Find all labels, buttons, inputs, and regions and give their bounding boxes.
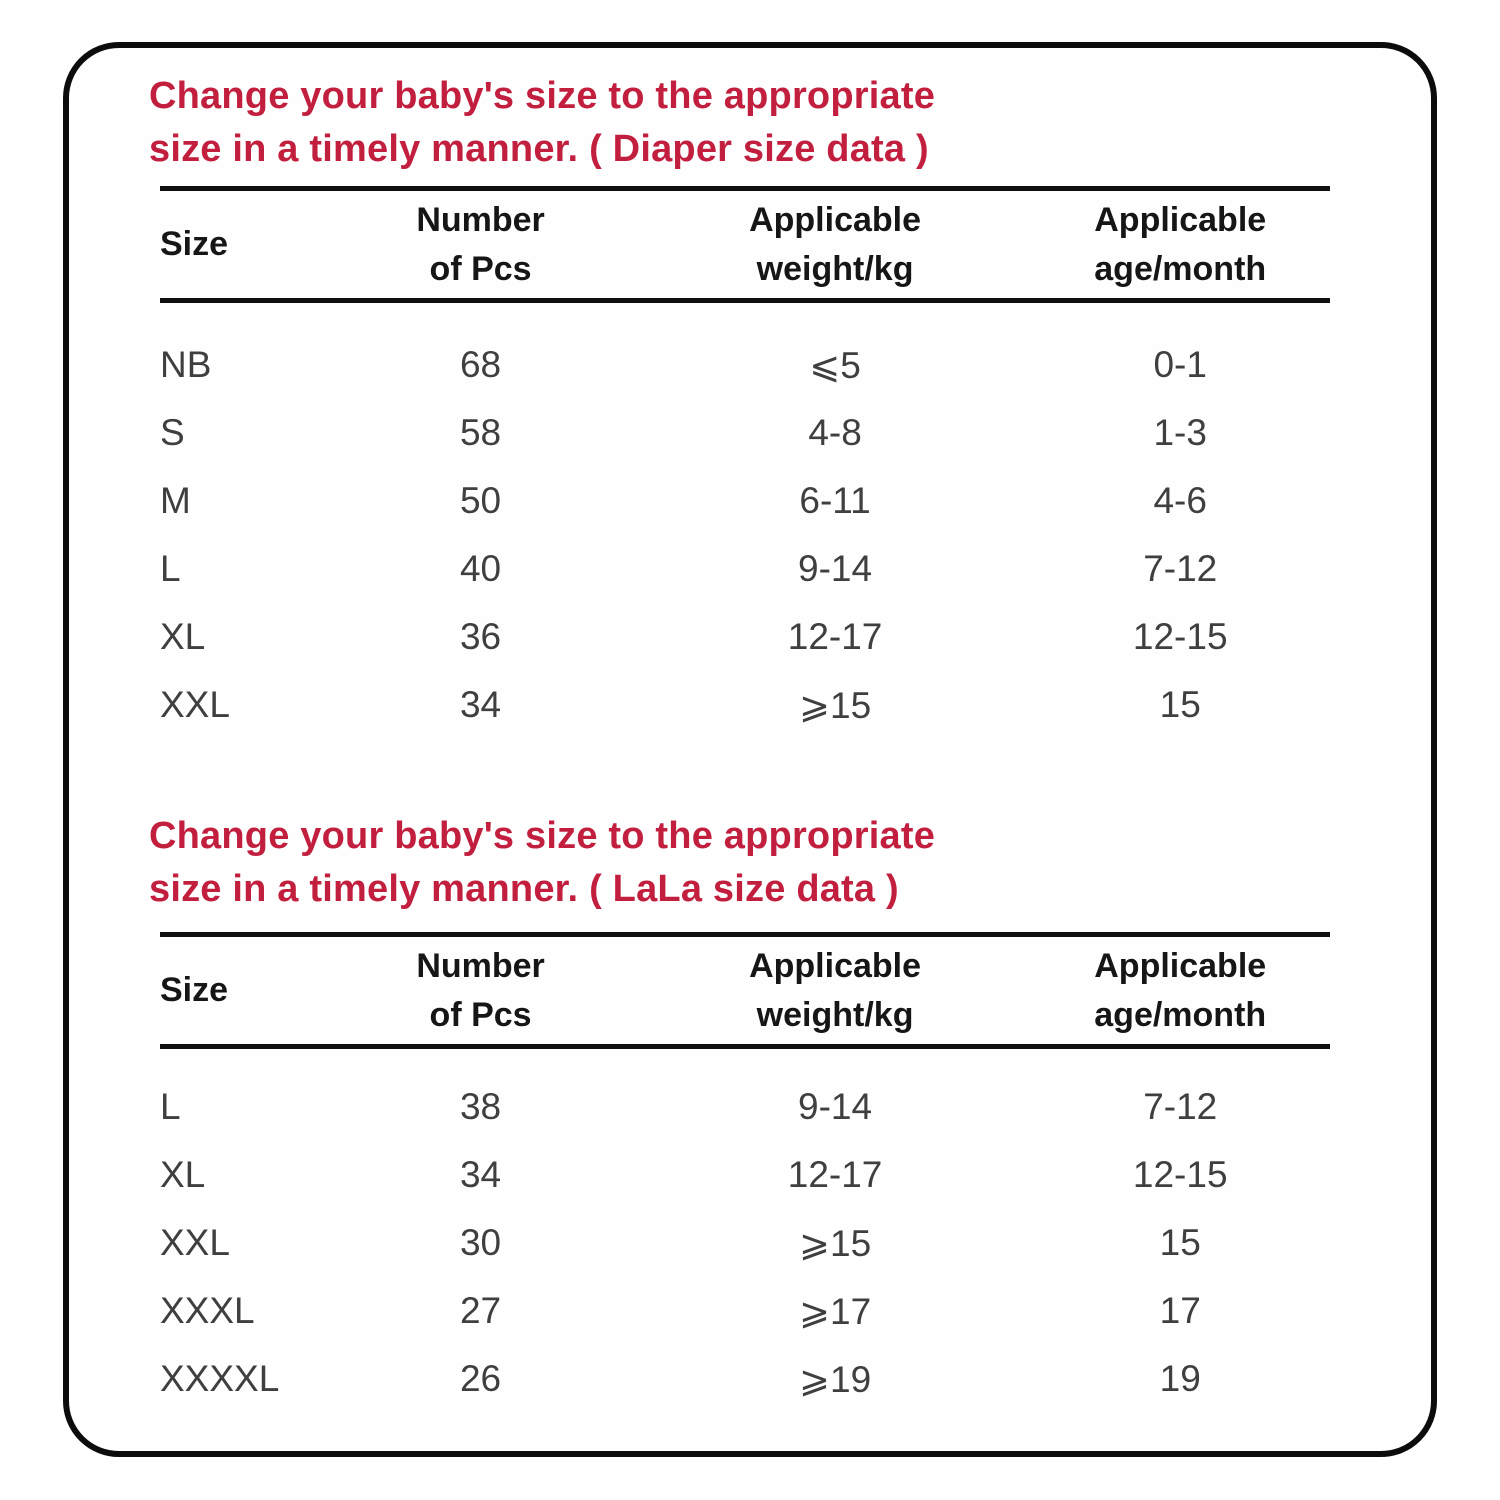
size-chart-card [63,42,1437,1457]
cell-age: 17 [1159,1290,1201,1331]
table-row [160,535,1330,603]
cell-pcs: 27 [459,1290,502,1331]
lala-section-title [149,810,1349,916]
table-row [160,671,1330,739]
table-row [160,1141,1330,1209]
col-header-size [160,935,321,1047]
header-line: weight/kg [756,995,914,1034]
header-line: Size [160,971,229,1009]
table-row [160,1277,1330,1345]
cell-weight: ⩾19 [798,1358,872,1400]
cell-pcs: 34 [459,1154,502,1195]
col-header-pcs [321,935,639,1047]
header-line: of Pcs [429,249,532,288]
table-row [160,301,1330,400]
header-line: Applicable [749,200,922,239]
cell-size: XL [160,1154,206,1195]
cell-size: XXXXL [160,1358,280,1399]
cell-age: 1-3 [1153,412,1207,453]
cell-age: 15 [1159,1222,1201,1263]
cell-age: 4-6 [1153,480,1207,521]
cell-weight: ⩾15 [798,684,872,726]
cell-weight: 9-14 [798,548,873,589]
cell-size: XXL [160,684,230,725]
cell-weight: 4-8 [808,412,862,453]
cell-age: 19 [1159,1358,1201,1399]
cell-size: L [160,548,181,589]
cell-weight: 6-11 [799,480,871,521]
cell-pcs: 36 [459,616,502,657]
col-header-weight [640,189,1031,301]
cell-pcs: 34 [459,684,502,725]
cell-size: L [160,1086,181,1127]
cell-pcs: 40 [459,548,502,589]
col-header-weight [640,935,1031,1047]
cell-size: M [160,480,191,521]
cell-size: S [160,412,185,453]
title-line-1: Change your baby's size to the appropriate [149,75,936,117]
table-row [160,399,1330,467]
cell-weight: 12-17 [787,1154,883,1195]
header-line: of Pcs [429,995,532,1034]
col-header-age [1030,189,1330,301]
col-header-size [160,189,321,301]
table-row [160,1047,1330,1142]
cell-pcs: 68 [459,344,502,385]
header-line: age/month [1094,995,1267,1034]
cell-pcs: 30 [459,1222,502,1263]
cell-age: 12-15 [1132,1154,1228,1195]
cell-age: 7-12 [1143,1086,1218,1127]
title-line-1: Change your baby's size to the appropriate [149,815,936,857]
cell-age: 15 [1159,684,1201,725]
header-row [160,189,1330,301]
header-line: Size [160,225,229,263]
lala-size-table [160,932,1330,1413]
cell-pcs: 26 [459,1358,502,1399]
cell-age: 0-1 [1153,344,1207,385]
header-line: Number [416,200,545,239]
table-row [160,467,1330,535]
title-line-2: size in a timely manner. ( LaLa size data ) [149,868,899,910]
table-row [160,1345,1330,1413]
cell-pcs: 58 [459,412,502,453]
cell-size: NB [160,344,212,385]
cell-weight: 12-17 [787,616,883,657]
header-line: Applicable [1094,200,1267,239]
cell-pcs: 50 [459,480,502,521]
cell-weight: ⩽5 [809,344,861,386]
cell-weight: ⩾17 [798,1290,872,1332]
header-line: Number [416,946,545,985]
header-line: Applicable [749,946,922,985]
header-line: Applicable [1094,946,1267,985]
diaper-size-table [160,186,1330,739]
title-line-2: size in a timely manner. ( Diaper size data ) [149,128,929,170]
col-header-age [1030,935,1330,1047]
col-header-pcs [321,189,639,301]
table-row [160,603,1330,671]
header-line: weight/kg [756,249,914,288]
diaper-section-title [149,70,1349,176]
table-row [160,1209,1330,1277]
cell-age: 7-12 [1143,548,1218,589]
cell-size: XL [160,616,206,657]
cell-weight: 9-14 [798,1086,873,1127]
cell-pcs: 38 [459,1086,502,1127]
header-row [160,935,1330,1047]
cell-weight: ⩾15 [798,1222,872,1264]
cell-size: XXL [160,1222,230,1263]
cell-age: 12-15 [1132,616,1228,657]
cell-size: XXXL [160,1290,255,1331]
header-line: age/month [1094,249,1267,288]
